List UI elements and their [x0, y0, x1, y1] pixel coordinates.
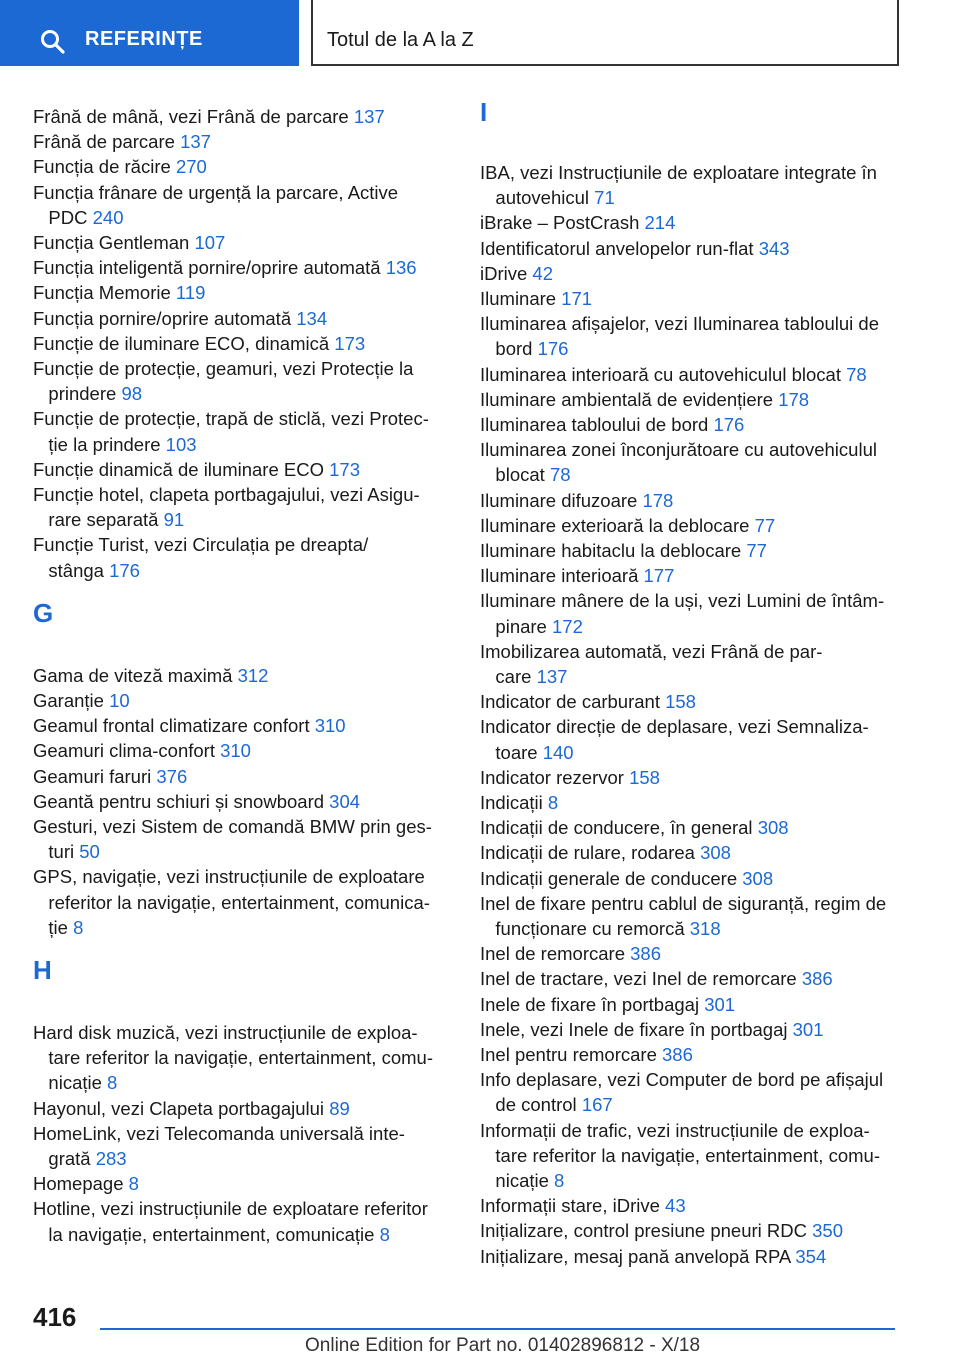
index-entry	[33, 814, 448, 864]
page-reference-link[interactable]: 10	[109, 690, 130, 711]
index-entry-text: Inițializare, mesaj pană anvelopă RPA	[480, 1245, 796, 1267]
index-entry	[480, 437, 900, 487]
index-entry	[33, 406, 448, 456]
index-entry	[480, 639, 900, 689]
index-entry-text: GPS, navigație, vezi instrucțiunile de exploatare	[33, 866, 425, 888]
page-reference-link[interactable]: 343	[758, 237, 790, 259]
index-entry-text: Homepage	[33, 1173, 129, 1195]
index-entry	[480, 1118, 900, 1194]
index-entry-text: Frână de parcare	[33, 131, 181, 153]
index-entry-text: toare	[480, 741, 543, 763]
page-reference-link[interactable]: 140	[542, 741, 574, 763]
page-reference-link[interactable]: 301	[792, 1018, 824, 1040]
index-entry	[33, 1171, 448, 1196]
index-entry-text: Funcție de protecție, geamuri, vezi Protecție la	[33, 358, 414, 379]
page-reference-link[interactable]: 173	[334, 332, 366, 354]
section-title-box	[311, 0, 899, 66]
index-entry	[480, 538, 900, 563]
page-reference-link[interactable]: 8	[107, 1072, 118, 1094]
index-entry	[480, 1193, 900, 1218]
index-entry-text: prindere	[33, 383, 122, 405]
page-reference-link[interactable]: 8	[73, 916, 84, 938]
index-entry-text: Funcția Gentleman	[33, 232, 195, 253]
references-tab[interactable]	[0, 0, 299, 66]
page-reference-link[interactable]: 312	[237, 664, 269, 686]
index-entry	[480, 941, 900, 966]
page-reference-link[interactable]: 136	[385, 257, 417, 279]
index-entry-text: blocat	[480, 464, 550, 486]
index-entry	[480, 261, 900, 286]
page-reference-link[interactable]: 77	[746, 540, 767, 561]
index-entry-text: ție	[33, 916, 74, 938]
index-entry-text: funcționare cu remorcă	[480, 918, 690, 939]
index-entry-text: Iluminare habitaclu la deblocare	[480, 540, 747, 561]
index-entry	[480, 236, 900, 261]
top-bar	[0, 0, 960, 66]
index-entry-text: Indicații de rulare, rodarea	[480, 842, 701, 864]
index-entry-text: Identificatorul anvelopelor run-flat	[480, 237, 759, 259]
index-entry	[480, 588, 900, 638]
index-entry	[480, 412, 900, 437]
page-reference-link[interactable]: 137	[180, 131, 211, 153]
index-entry	[33, 1020, 448, 1096]
page-reference-link[interactable]: 386	[662, 1044, 693, 1065]
index-entry	[33, 864, 448, 940]
index-entry-text: stânga	[33, 559, 110, 581]
index-entry-text: Iluminare exterioară la deblocare	[480, 514, 755, 536]
page-reference-link[interactable]: 308	[700, 842, 731, 864]
index-letter-heading: H	[33, 955, 52, 985]
page-reference-link[interactable]: 310	[220, 740, 251, 762]
index-entry	[33, 764, 448, 789]
index-entry-text: Funcție Turist, vezi Circulația pe dreapta/	[33, 534, 369, 556]
page-reference-link[interactable]: 178	[778, 388, 810, 410]
page-reference-link[interactable]: 103	[165, 433, 197, 455]
index-entry-text: iDrive	[480, 262, 533, 284]
page-reference-link[interactable]: 283	[95, 1148, 127, 1169]
index-entry	[480, 387, 900, 412]
index-entry-text: tare referitor la navigație, entertainment, comu‐	[480, 1144, 880, 1166]
index-entry-text: Iluminarea afișajelor, vezi Iluminarea tabloului de	[480, 313, 879, 335]
index-entry-text: Informații de trafic, vezi instrucțiunile de exploa‐	[480, 1119, 870, 1141]
index-entry-text: pinare	[480, 615, 552, 637]
index-entry-text: care	[480, 666, 537, 687]
index-entry-text: HomeLink, vezi Telecomanda universală inte‐	[33, 1122, 405, 1144]
index-entry	[480, 1017, 900, 1042]
index-entry	[33, 306, 448, 331]
index-entry	[480, 513, 900, 538]
index-entry	[33, 789, 448, 814]
index-entry-text: Inele, vezi Inele de fixare în portbagaj	[480, 1018, 793, 1040]
page-reference-link[interactable]: 173	[329, 458, 361, 480]
index-entry	[33, 688, 448, 713]
page-reference-link[interactable]: 8	[547, 792, 559, 813]
index-entry-text: Iluminare ambientală de evidențiere	[480, 388, 779, 410]
page-reference-link[interactable]: 301	[704, 993, 736, 1015]
page-reference-link[interactable]: 77	[754, 514, 776, 536]
index-entry-text: Gama de viteză maximă	[33, 664, 238, 686]
index-entry	[33, 154, 448, 179]
page-reference-link[interactable]: 376	[156, 765, 188, 787]
index-entry-text: iBrake – PostCrash	[480, 212, 645, 234]
index-entry	[480, 563, 900, 588]
index-entry-text: Indicații	[480, 792, 548, 813]
index-entry-text: Geamul frontal climatizare confort	[33, 715, 315, 737]
index-entry-text: Indicații generale de conducere	[480, 867, 743, 889]
index-entry-text: Informații stare, iDrive	[480, 1195, 666, 1217]
page-reference-link[interactable]: 137	[353, 106, 385, 127]
page-reference-link[interactable]: 98	[121, 383, 143, 405]
index-entry-text: Hotline, vezi instrucțiunile de exploatare referitor	[33, 1198, 428, 1220]
index-entry	[480, 866, 900, 891]
page-reference-link[interactable]: 137	[536, 666, 568, 687]
index-entry	[480, 966, 900, 991]
search-icon	[40, 29, 66, 55]
page-reference-link[interactable]: 50	[79, 841, 100, 863]
page-reference-link[interactable]: 8	[379, 1223, 390, 1245]
index-entry	[480, 992, 900, 1017]
index-entry-text: Funcția pornire/oprire automată	[33, 307, 297, 329]
page-reference-link[interactable]: 89	[329, 1097, 350, 1119]
page-reference-link[interactable]: 270	[175, 156, 207, 178]
index-entry	[33, 280, 448, 305]
page-reference-link[interactable]: 167	[581, 1094, 613, 1116]
page-reference-link[interactable]: 78	[549, 464, 571, 486]
page-reference-link[interactable]: 107	[194, 232, 226, 253]
page-reference-link[interactable]: 91	[163, 509, 185, 531]
page-reference-link[interactable]: 43	[665, 1195, 686, 1217]
index-letter-heading: G	[33, 597, 54, 628]
page-reference-link[interactable]: 176	[713, 414, 745, 435]
index-entry	[480, 765, 900, 790]
index-entry-text: Iluminare difuzoare	[480, 489, 643, 511]
page-reference-link[interactable]: 310	[314, 715, 346, 737]
index-entry-text: Funcția de răcire	[33, 156, 176, 178]
page-reference-link[interactable]: 176	[109, 559, 140, 581]
index-entry	[33, 457, 448, 482]
index-entry-text: Indicații de conducere, în general	[480, 817, 758, 839]
index-entry-text: Frână de mână, vezi Frână de parcare	[33, 106, 354, 127]
index-entry	[33, 230, 448, 255]
index-entry-text: Hard disk muzică, vezi instrucțiunile de exploa‐	[33, 1022, 418, 1043]
index-entry-text: Inițializare, control presiune pneuri RDC	[480, 1220, 813, 1242]
index-entry	[480, 362, 900, 387]
index-entry	[480, 311, 900, 361]
index-entry-text: Indicator de carburant	[480, 691, 666, 713]
page-reference-link[interactable]: 178	[642, 489, 674, 511]
page-reference-link[interactable]: 8	[128, 1173, 139, 1195]
index-entry-text: bord	[480, 338, 538, 360]
index-entry	[33, 180, 448, 230]
footer-edition-text: Online Edition for Part no. 01402896812 - X/18	[305, 1335, 701, 1356]
page-reference-link[interactable]: 119	[175, 282, 206, 304]
page-reference-link[interactable]: 78	[846, 363, 867, 385]
index-entry-text: rare separată	[33, 509, 164, 531]
index-entry-text: de control	[480, 1094, 582, 1116]
index-entry	[33, 1196, 448, 1246]
index-entry-text: Funcția Memorie	[33, 282, 176, 304]
index-entry-text: Iluminare interioară	[480, 565, 644, 587]
index-entry-text: Info deplasare, vezi Computer de bord pe afișajul	[480, 1069, 884, 1091]
references-label: REFERINȚE	[85, 28, 203, 50]
index-entry	[480, 790, 900, 815]
index-entry-text: turi	[33, 841, 80, 863]
index-entry-text: Imobilizarea automată, vezi Frână de par‐	[480, 640, 823, 662]
index-entry	[480, 714, 900, 764]
index-entry-text: la navigație, entertainment, comunicație	[33, 1223, 380, 1245]
index-entry-text: Funcția frânare de urgență la parcare, Active	[33, 181, 399, 203]
index-entry-text: Inel de fixare pentru cablul de siguranță, regim de	[480, 892, 887, 914]
index-entry	[33, 482, 448, 532]
page-reference-link[interactable]: 172	[552, 615, 583, 637]
page-reference-link[interactable]: 42	[532, 262, 553, 284]
page-reference-link[interactable]: 240	[92, 206, 124, 228]
index-entry-text: Iluminare	[480, 288, 562, 309]
index-entry-text: Iluminarea tabloului de bord	[480, 414, 714, 435]
page-reference-link[interactable]: 350	[812, 1220, 843, 1242]
index-entry-text: Geantă pentru schiuri și snowboard	[33, 790, 330, 812]
index-entry-text: IBA, vezi Instrucțiunile de exploatare integrate în	[480, 162, 877, 183]
index-entry	[480, 286, 900, 311]
index-entry	[480, 1244, 900, 1269]
page-reference-link[interactable]: 8	[554, 1170, 565, 1191]
index-entry	[480, 160, 900, 210]
index-entry	[33, 1096, 448, 1121]
page-reference-link[interactable]: 134	[296, 307, 328, 329]
index-entry-text: Inel de remorcare	[480, 943, 631, 965]
index-entry	[33, 1121, 448, 1171]
index-entry	[33, 255, 448, 280]
index-entry	[480, 689, 900, 714]
index-entry	[33, 331, 448, 356]
page-number: 416	[33, 1302, 77, 1332]
index-entry	[480, 1067, 900, 1117]
index-entry-text: Funcție de protecție, trapă de sticlă, vezi Protec‐	[33, 408, 429, 430]
page-reference-link[interactable]: 308	[742, 867, 774, 889]
index-entry-text: Geamuri faruri	[33, 765, 157, 787]
index-entry	[33, 532, 448, 582]
footer-divider	[100, 1328, 895, 1330]
index-entry-text: nicație	[33, 1072, 108, 1094]
index-entry-text: Funcție de iluminare ECO, dinamică	[33, 332, 335, 354]
index-entry	[480, 840, 900, 865]
index-entry-text: Funcție hotel, clapeta portbagajului, vezi Asigu‐	[33, 484, 420, 505]
index-entry-text: Inel pentru remorcare	[480, 1044, 663, 1065]
index-entry	[480, 1042, 900, 1067]
index-letter-heading: I	[480, 97, 488, 127]
page-reference-link[interactable]: 158	[665, 691, 696, 713]
page-reference-link[interactable]: 176	[537, 338, 569, 360]
section-title: Totul de la A la Z	[327, 29, 474, 51]
index-entry-text: Geamuri clima-confort	[33, 740, 221, 762]
page-reference-link[interactable]: 386	[801, 968, 833, 990]
index-entry-text: Indicator rezervor	[480, 766, 630, 788]
index-entry	[480, 891, 900, 941]
index-entry-text: referitor la navigație, entertainment, comunica‐	[33, 891, 430, 913]
index-entry-text: Indicator direcție de deplasare, vezi Semnaliza‐	[480, 716, 869, 738]
index-entry	[33, 738, 448, 763]
index-entry-text: Gesturi, vezi Sistem de comandă BMW prin ges‐	[33, 816, 432, 837]
index-entry-text: Hayonul, vezi Clapeta portbagajului	[33, 1097, 330, 1119]
index-entry-text: grată	[33, 1148, 96, 1169]
index-entry-text: Iluminarea interioară cu autovehiculul blocat	[480, 363, 847, 385]
index-entry-text: Garanție	[33, 690, 110, 711]
index-entry	[33, 104, 448, 129]
index-entry-text: autovehicul	[480, 187, 595, 209]
index-entry-text: Funcție dinamică de iluminare ECO	[33, 458, 330, 480]
page-reference-link[interactable]: 171	[561, 288, 593, 309]
page-reference-link[interactable]: 308	[757, 817, 789, 839]
page-reference-link[interactable]: 318	[689, 918, 721, 939]
index-entry-text: Inele de fixare în portbagaj	[480, 993, 705, 1015]
index-entry-text: nicație	[480, 1170, 555, 1191]
index-entry	[33, 129, 448, 154]
page-reference-link[interactable]: 71	[594, 187, 615, 209]
page-reference-link[interactable]: 386	[630, 943, 661, 965]
index-entry-text: Inel de tractare, vezi Inel de remorcare	[480, 968, 802, 990]
index-entry-text: ție la prindere	[33, 433, 166, 455]
page-reference-link[interactable]: 177	[643, 565, 675, 587]
index-entry-text: Iluminare mânere de la uși, vezi Lumini de întâm‐	[480, 590, 885, 612]
page-reference-link[interactable]: 354	[795, 1245, 827, 1267]
index-entry-text: tare referitor la navigație, entertainment, comu‐	[33, 1047, 433, 1069]
index-entry	[480, 210, 900, 235]
index-entry	[480, 488, 900, 513]
index-entry	[33, 663, 448, 688]
index-entry	[33, 713, 448, 738]
page-reference-link[interactable]: 304	[329, 790, 361, 812]
page-reference-link[interactable]: 214	[644, 212, 676, 234]
index-entry-text: Funcția inteligentă pornire/oprire automată	[33, 257, 386, 279]
index-entry	[480, 1218, 900, 1243]
index-entry-text: PDC	[33, 206, 93, 228]
page-reference-link[interactable]: 158	[629, 766, 660, 788]
index-entry-text: Iluminarea zonei înconjurătoare cu autovehiculul	[480, 439, 877, 461]
index-entry	[33, 356, 448, 406]
index-entry	[480, 815, 900, 840]
